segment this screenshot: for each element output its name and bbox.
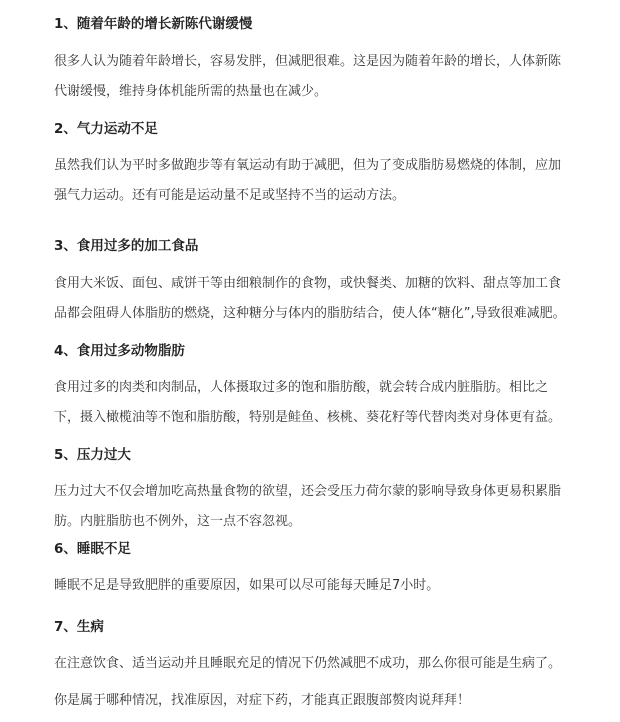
section-heading: 7、生病 [54, 619, 104, 635]
paragraph-line: 品都会阻碍人体脂肪的燃烧，这种糖分与体内的脂肪结合，使人体“糖化”,导致很难减肥。 [54, 306, 566, 321]
paragraph-line: 强气力运动。还有可能是运动量不足或坚持不当的运动方法。 [54, 188, 406, 203]
section-heading: 3、食用过多的加工食品 [54, 238, 199, 254]
paragraph-line: 食用大米饭、面包、咸饼干等由细粮制作的食物，或快餐类、加糖的饮料、甜点等加工食 [54, 276, 562, 291]
section-heading: 4、食用过多动物脂肪 [54, 343, 185, 359]
paragraph-line: 在注意饮食、适当运动并且睡眠充足的情况下仍然减肥不成功，那么你很可能是生病了。 [54, 656, 562, 671]
paragraph-line: 你是属于哪种情况，找准原因，对症下药，才能真正跟腹部赘肉说拜拜！ [54, 693, 471, 708]
paragraph-line: 代谢缓慢，维持身体机能所需的热量也在减少。 [54, 84, 328, 99]
section-paragraph [54, 274, 566, 334]
paragraph-line: 压力过大不仅会增加吃高热量食物的欲望，还会受压力荷尔蒙的影响导致身体更易积累脂 [54, 484, 562, 499]
section-paragraph [54, 482, 561, 542]
section-heading: 2、气力运动不足 [54, 121, 158, 137]
paragraph-line: 很多人认为随着年龄增长，容易发胖，但减肥很难。这是因为随着年龄的增长，人体新陈 [54, 54, 562, 69]
section-paragraph [54, 52, 561, 112]
paragraph-line: 下，摄入橄榄油等不饱和脂肪酸，特别是鲑鱼、核桃、葵花籽等代替肉类对身体更有益。 [54, 410, 562, 425]
section-paragraph [54, 576, 439, 606]
section-heading: 1、随着年龄的增长新陈代谢缓慢 [54, 16, 253, 32]
section-heading: 5、压力过大 [54, 447, 131, 463]
closing-paragraph [54, 691, 470, 721]
section-paragraph [54, 654, 561, 684]
section-paragraph [54, 378, 561, 438]
section-paragraph [54, 156, 561, 216]
paragraph-line: 睡眠不足是导致肥胖的重要原因，如果可以尽可能每天睡足7小时。 [54, 578, 440, 593]
paragraph-line: 虽然我们认为平时多做跑步等有氧运动有助于减肥，但为了变成脂肪易燃烧的体制，应加 [54, 158, 562, 173]
paragraph-line: 食用过多的肉类和肉制品，人体摄取过多的饱和脂肪酸，就会转合成内脏脂肪。相比之 [54, 380, 549, 395]
section-heading: 6、睡眠不足 [54, 541, 131, 557]
paragraph-line: 肪。内脏脂肪也不例外，这一点不容忽视。 [54, 514, 302, 529]
